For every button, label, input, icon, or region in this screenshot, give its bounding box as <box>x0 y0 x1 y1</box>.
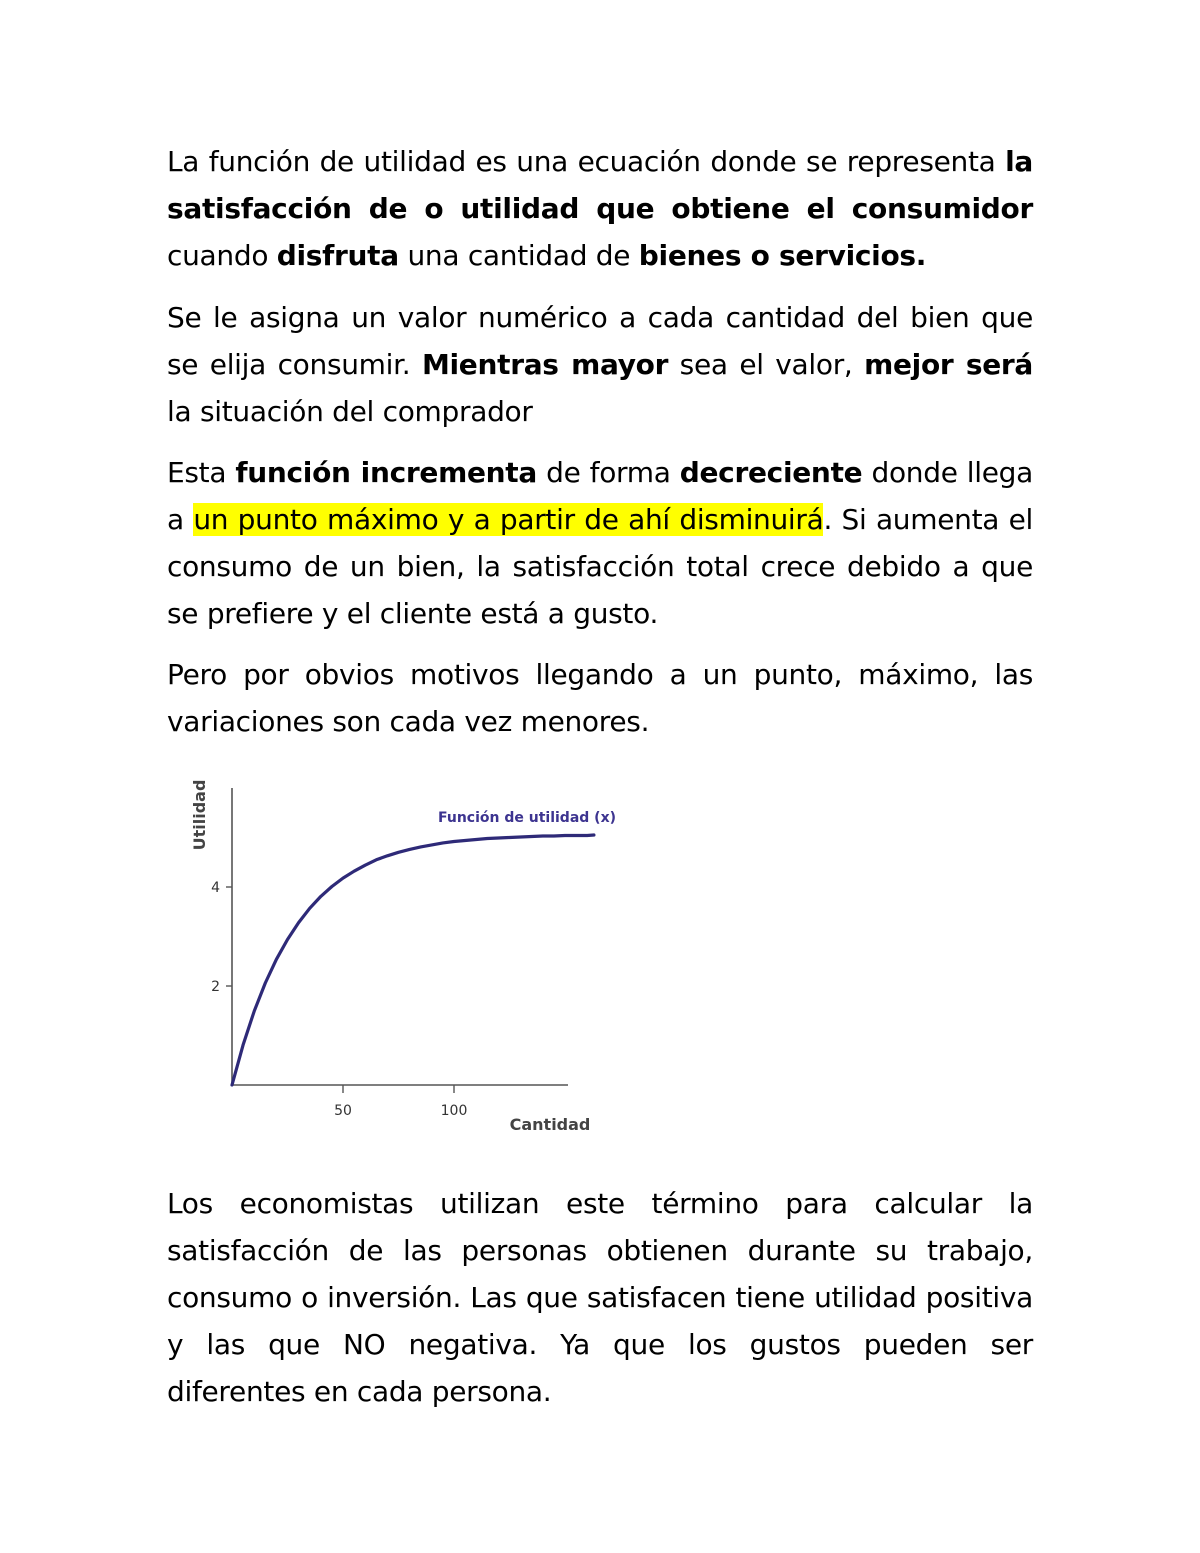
bold-text: la satisfacción de o utilidad que obtiene el consumidor <box>167 145 1033 225</box>
text-span: La función de utilidad es una ecuación donde se representa <box>167 145 1006 178</box>
text-span: Pero por obvios motivos llegando a un punto, máximo, las variaciones son cada vez menores. <box>167 658 1033 738</box>
text-span: cuando <box>167 239 277 272</box>
y-axis-label: Utilidad <box>190 779 209 851</box>
x-tick-label: 100 <box>440 1103 468 1119</box>
text-span: . Si aumenta el consumo de un bien, la satisfacción total crece debido a que se prefiere y el cliente está a gusto. <box>167 503 1033 630</box>
chart-series <box>232 835 594 1085</box>
bold-text: mejor será <box>864 348 1033 381</box>
chart-labels <box>190 780 616 1134</box>
text-span: la situación del comprador <box>167 395 533 428</box>
bold-text: decreciente <box>679 456 863 489</box>
text-span: donde llega a <box>167 456 1033 536</box>
bold-text: Mientras mayor <box>421 348 669 381</box>
highlighted-text: un punto máximo y a partir de ahí disminuirá <box>193 503 824 536</box>
bold-text: bienes o servicios. <box>638 239 927 272</box>
y-tick-label: 4 <box>211 880 220 896</box>
text-span: Los economistas utilizan este término para calcular la satisfacción de las personas obtienen durante su trabajo, consumo o inversión. Las que satisfacen tiene utilidad positiva y las que NO negativa. Ya que los gustos pueden ser diferentes en cada persona. <box>167 1187 1033 1408</box>
chart-axes <box>232 788 568 1085</box>
text-span: de forma <box>536 456 680 489</box>
paragraph-value <box>167 294 1033 435</box>
bold-text: función incrementa <box>235 456 537 489</box>
series-label: Función de utilidad (x) <box>438 810 616 826</box>
chart-ticks <box>211 880 467 1119</box>
utility-curve <box>232 835 594 1085</box>
x-tick-label: 50 <box>334 1103 352 1119</box>
text-span: una cantidad de <box>398 239 639 272</box>
text-span: Se le asigna un valor numérico a cada cantidad del bien que se elija consumir. <box>167 301 1033 381</box>
paragraph-increment <box>167 449 1033 637</box>
text-span: Esta <box>167 456 236 489</box>
utility-function-chart <box>180 770 640 1150</box>
text-span: sea el valor, <box>668 348 865 381</box>
x-axis-label: Cantidad <box>509 1115 591 1134</box>
paragraph-variations <box>167 651 1033 745</box>
paragraph-economists <box>167 1180 1033 1415</box>
chart-svg <box>180 770 640 1150</box>
y-tick-label: 2 <box>211 979 220 995</box>
bold-text: disfruta <box>276 239 399 272</box>
paragraph-definition <box>167 138 1033 279</box>
